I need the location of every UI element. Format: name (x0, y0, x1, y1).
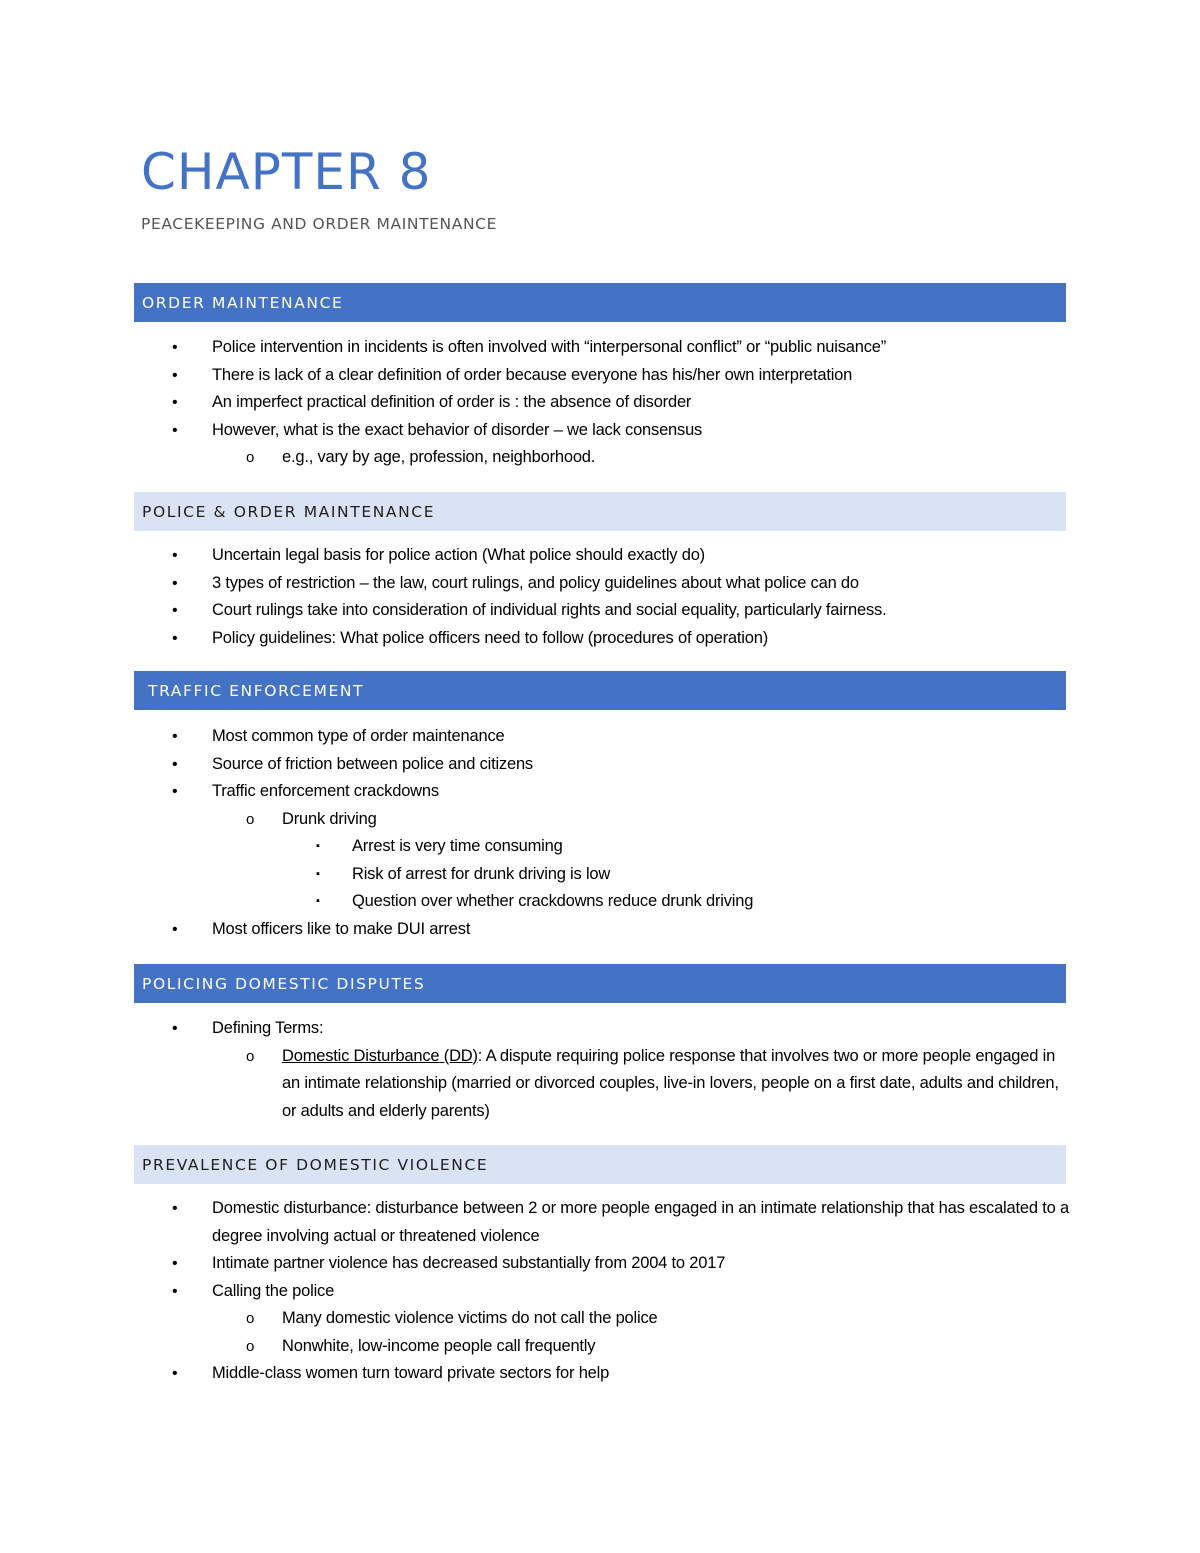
sub-sub-list (282, 833, 1072, 916)
sub-list-item: o Many domestic violence victims do not call the police (282, 1305, 1072, 1333)
list-item: • Source of friction between police and citizens (0, 751, 1072, 779)
page-title: CHAPTER 8 (141, 143, 432, 201)
bullet-icon: • (172, 920, 178, 938)
traffic-list (0, 723, 1200, 943)
bullet-icon: • (172, 1365, 178, 1382)
bullet-icon: • (172, 394, 178, 411)
list-item: • Most common type of order maintenance (0, 723, 1072, 751)
police-order-list (0, 542, 1200, 652)
list-item: • Intimate partner violence has decreased substantially from 2004 to 2017 (0, 1250, 1072, 1278)
section-heading-policing-domestic-disputes: POLICING DOMESTIC DISPUTES (134, 964, 1066, 1003)
list-item: • 3 types of restriction – the law, court rulings, and policy guidelines about what police can do (0, 570, 1072, 598)
sub-list (212, 1043, 1072, 1126)
circle-bullet-icon: o (246, 449, 255, 466)
section-heading-traffic-enforcement: TRAFFIC ENFORCEMENT (134, 671, 1066, 710)
list-item: • An imperfect practical definition of order is : the absence of disorder (0, 389, 1072, 417)
section-heading-police-order-maintenance: POLICE & ORDER MAINTENANCE (134, 492, 1066, 531)
prevalence-list (0, 1195, 1200, 1388)
list-item: • Policy guidelines: What police officers need to follow (procedures of operation) (0, 625, 1072, 653)
page-subtitle: PEACEKEEPING AND ORDER MAINTENANCE (141, 215, 497, 233)
sub-sub-list-item: ▪ Question over whether crackdowns reduce drunk driving (352, 888, 1072, 916)
list-item: • Court rulings take into consideration of individual rights and social equality, particularly fairness. (0, 597, 1072, 625)
list-item: • Traffic enforcement crackdowns o Drunk driving ▪ Arrest is very time consuming ▪ Risk of arrest for drunk driving is low ▪ Question over whether crackdowns reduce drunk driving (0, 778, 1072, 916)
bullet-icon: • (172, 366, 178, 384)
order-maintenance-list (0, 334, 1200, 472)
list-item: • Middle-class women turn toward private sectors for help (0, 1360, 1072, 1388)
domestic-disputes-list (0, 1015, 1200, 1125)
sub-list (212, 806, 1072, 916)
list-item: • However, what is the exact behavior of disorder – we lack consensus o e.g., vary by age, profession, neighborhood. (0, 417, 1072, 472)
circle-bullet-icon: o (246, 1047, 255, 1065)
sub-sub-list-item: ▪ Arrest is very time consuming (352, 833, 1072, 861)
sub-list (212, 444, 1072, 472)
list-item: • Domestic disturbance: disturbance between 2 or more people engaged in an intimate relationship that has escalated to a degree involving actual or threatened violence (0, 1195, 1072, 1250)
sub-list-item (246, 1043, 1062, 1126)
sub-list-item: o Nonwhite, low-income people call frequently (282, 1333, 1072, 1361)
bullet-icon: • (172, 1200, 178, 1217)
bullet-icon: • (172, 783, 178, 800)
circle-bullet-icon: o (246, 1310, 255, 1327)
circle-bullet-icon: o (246, 1337, 255, 1355)
bullet-icon: • (172, 1255, 178, 1272)
bullet-icon: • (172, 1020, 178, 1037)
sub-list-item: o Drunk driving ▪ Arrest is very time consuming ▪ Risk of arrest for drunk driving is low ▪ Question over whether crackdowns reduce drunk driving (282, 806, 1072, 916)
list-item: • Defining Terms: o Domestic Disturbance (DD): A dispute requiring police response that involves two or more people engaged in an intimate relationship (married or divorced couples, live-in lovers, people on a first date, adults and children, or adults and elderly parents) (0, 1015, 1072, 1125)
bullet-icon: • (172, 339, 178, 356)
list-item: • Most officers like to make DUI arrest (0, 916, 1072, 944)
section-heading-prevalence-domestic-violence: PREVALENCE OF DOMESTIC VIOLENCE (134, 1145, 1066, 1184)
section-heading-order-maintenance: ORDER MAINTENANCE (134, 283, 1066, 322)
circle-bullet-icon: o (246, 810, 255, 828)
bullet-icon: • (172, 755, 178, 773)
bullet-icon: • (172, 574, 178, 592)
square-bullet-icon: ▪ (316, 895, 320, 907)
list-item: • There is lack of a clear definition of order because everyone has his/her own interpretation (0, 362, 1072, 390)
square-bullet-icon: ▪ (316, 840, 320, 852)
term-definition: : A dispute requiring police response that involves two or more people engaged in an intimate relationship (married or divorced couples, live-in lovers, people on a first date, adults and children, or adults and elderly parents) (282, 1046, 1059, 1120)
bullet-icon: • (172, 728, 178, 745)
sub-sub-list-item: ▪ Risk of arrest for drunk driving is low (352, 861, 1072, 889)
sub-list (212, 1305, 1072, 1360)
term-domestic-disturbance: Domestic Disturbance (DD) (282, 1046, 478, 1065)
bullet-icon: • (172, 602, 178, 619)
list-item: • Calling the police o Many domestic violence victims do not call the police o Nonwhite, low-income people call frequently (0, 1278, 1072, 1361)
bullet-icon: • (172, 547, 178, 564)
bullet-icon: • (172, 1282, 178, 1300)
bullet-icon: • (172, 421, 178, 439)
bullet-icon: • (172, 629, 178, 647)
list-item: • Uncertain legal basis for police action (What police should exactly do) (0, 542, 1072, 570)
sub-list-item: o e.g., vary by age, profession, neighborhood. (282, 444, 1072, 472)
square-bullet-icon: ▪ (316, 867, 320, 880)
list-item: • Police intervention in incidents is often involved with “interpersonal conflict” or “public nuisance” (0, 334, 1072, 362)
